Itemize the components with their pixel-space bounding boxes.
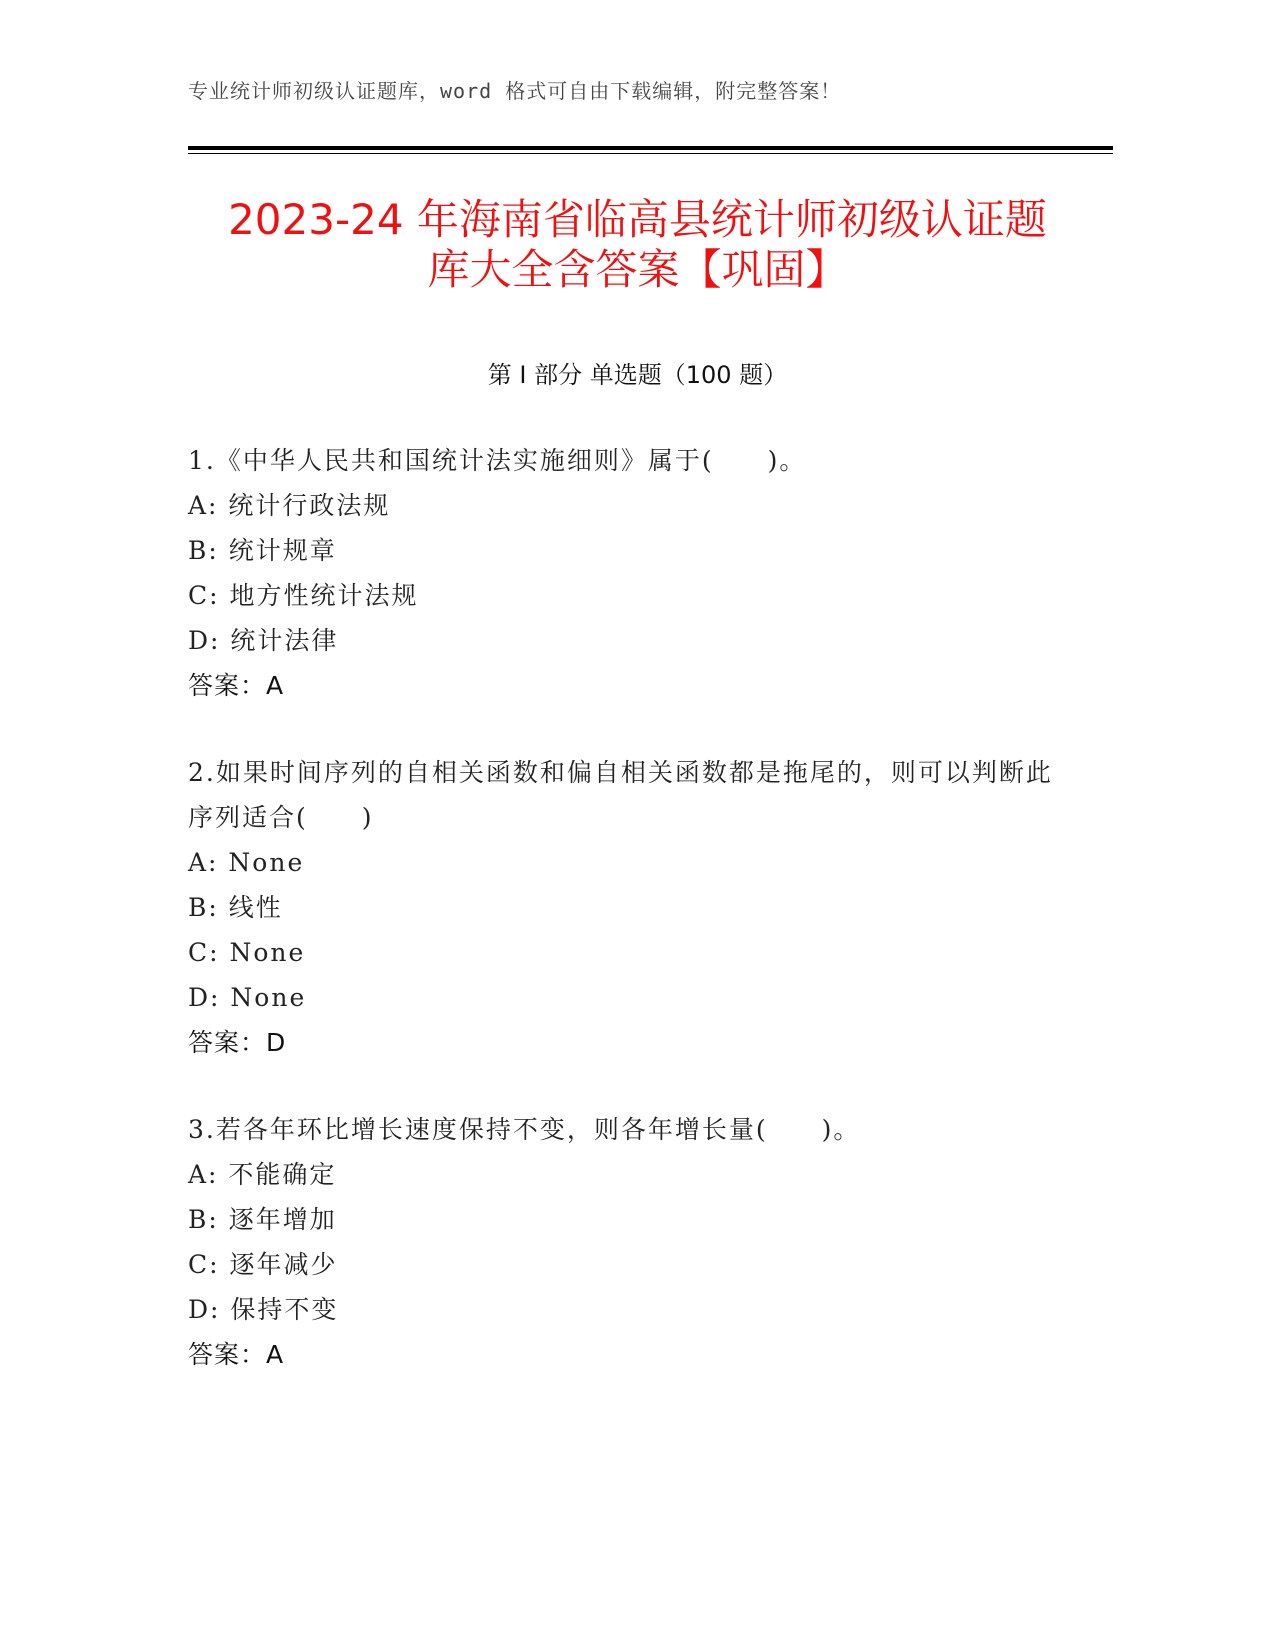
- document-title-line-2: 库大全含答案【巩固】: [427, 245, 848, 294]
- question-1: [188, 438, 1068, 708]
- question-3: [188, 1107, 1068, 1377]
- option-d: D: None: [188, 983, 307, 1012]
- answer-line: 答案：A: [188, 1340, 285, 1369]
- option-a: A: 不能确定: [188, 1160, 337, 1189]
- question-list: [188, 438, 1068, 1419]
- document-title: [150, 195, 1125, 295]
- question-stem: 2.如果时间序列的自相关函数和偏自相关函数都是拖尾的，则可以判断此序列适合( ): [188, 758, 1053, 832]
- option-a: A: 统计行政法规: [188, 491, 391, 520]
- option-d: D: 统计法律: [188, 626, 339, 655]
- header-note: 专业统计师初级认证题库，word 格式可自由下载编辑，附完整答案！: [188, 79, 842, 103]
- question-stem: 3.若各年环比增长速度保持不变，则各年增长量( )。: [188, 1115, 861, 1144]
- answer-line: 答案：A: [188, 671, 285, 700]
- option-b: B: 逐年增加: [188, 1205, 337, 1234]
- option-c: C: None: [188, 938, 306, 967]
- question-2: [188, 750, 1068, 1065]
- option-a: A: None: [188, 848, 305, 877]
- option-b: B: 线性: [188, 893, 283, 922]
- document-title-line-1: 2023-24 年海南省临高县统计师初级认证题: [228, 195, 1047, 244]
- question-stem: 1.《中华人民共和国统计法实施细则》属于( )。: [188, 446, 807, 475]
- option-d: D: 保持不变: [188, 1295, 339, 1324]
- option-c: C: 地方性统计法规: [188, 581, 419, 610]
- section-heading: 第 I 部分 单选题（100 题）: [487, 361, 788, 389]
- option-b: B: 统计规章: [188, 536, 337, 565]
- answer-line: 答案：D: [188, 1028, 287, 1057]
- header-rule-thick: [188, 146, 1113, 150]
- header-rule-thin: [188, 153, 1113, 154]
- option-c: C: 逐年减少: [188, 1250, 338, 1279]
